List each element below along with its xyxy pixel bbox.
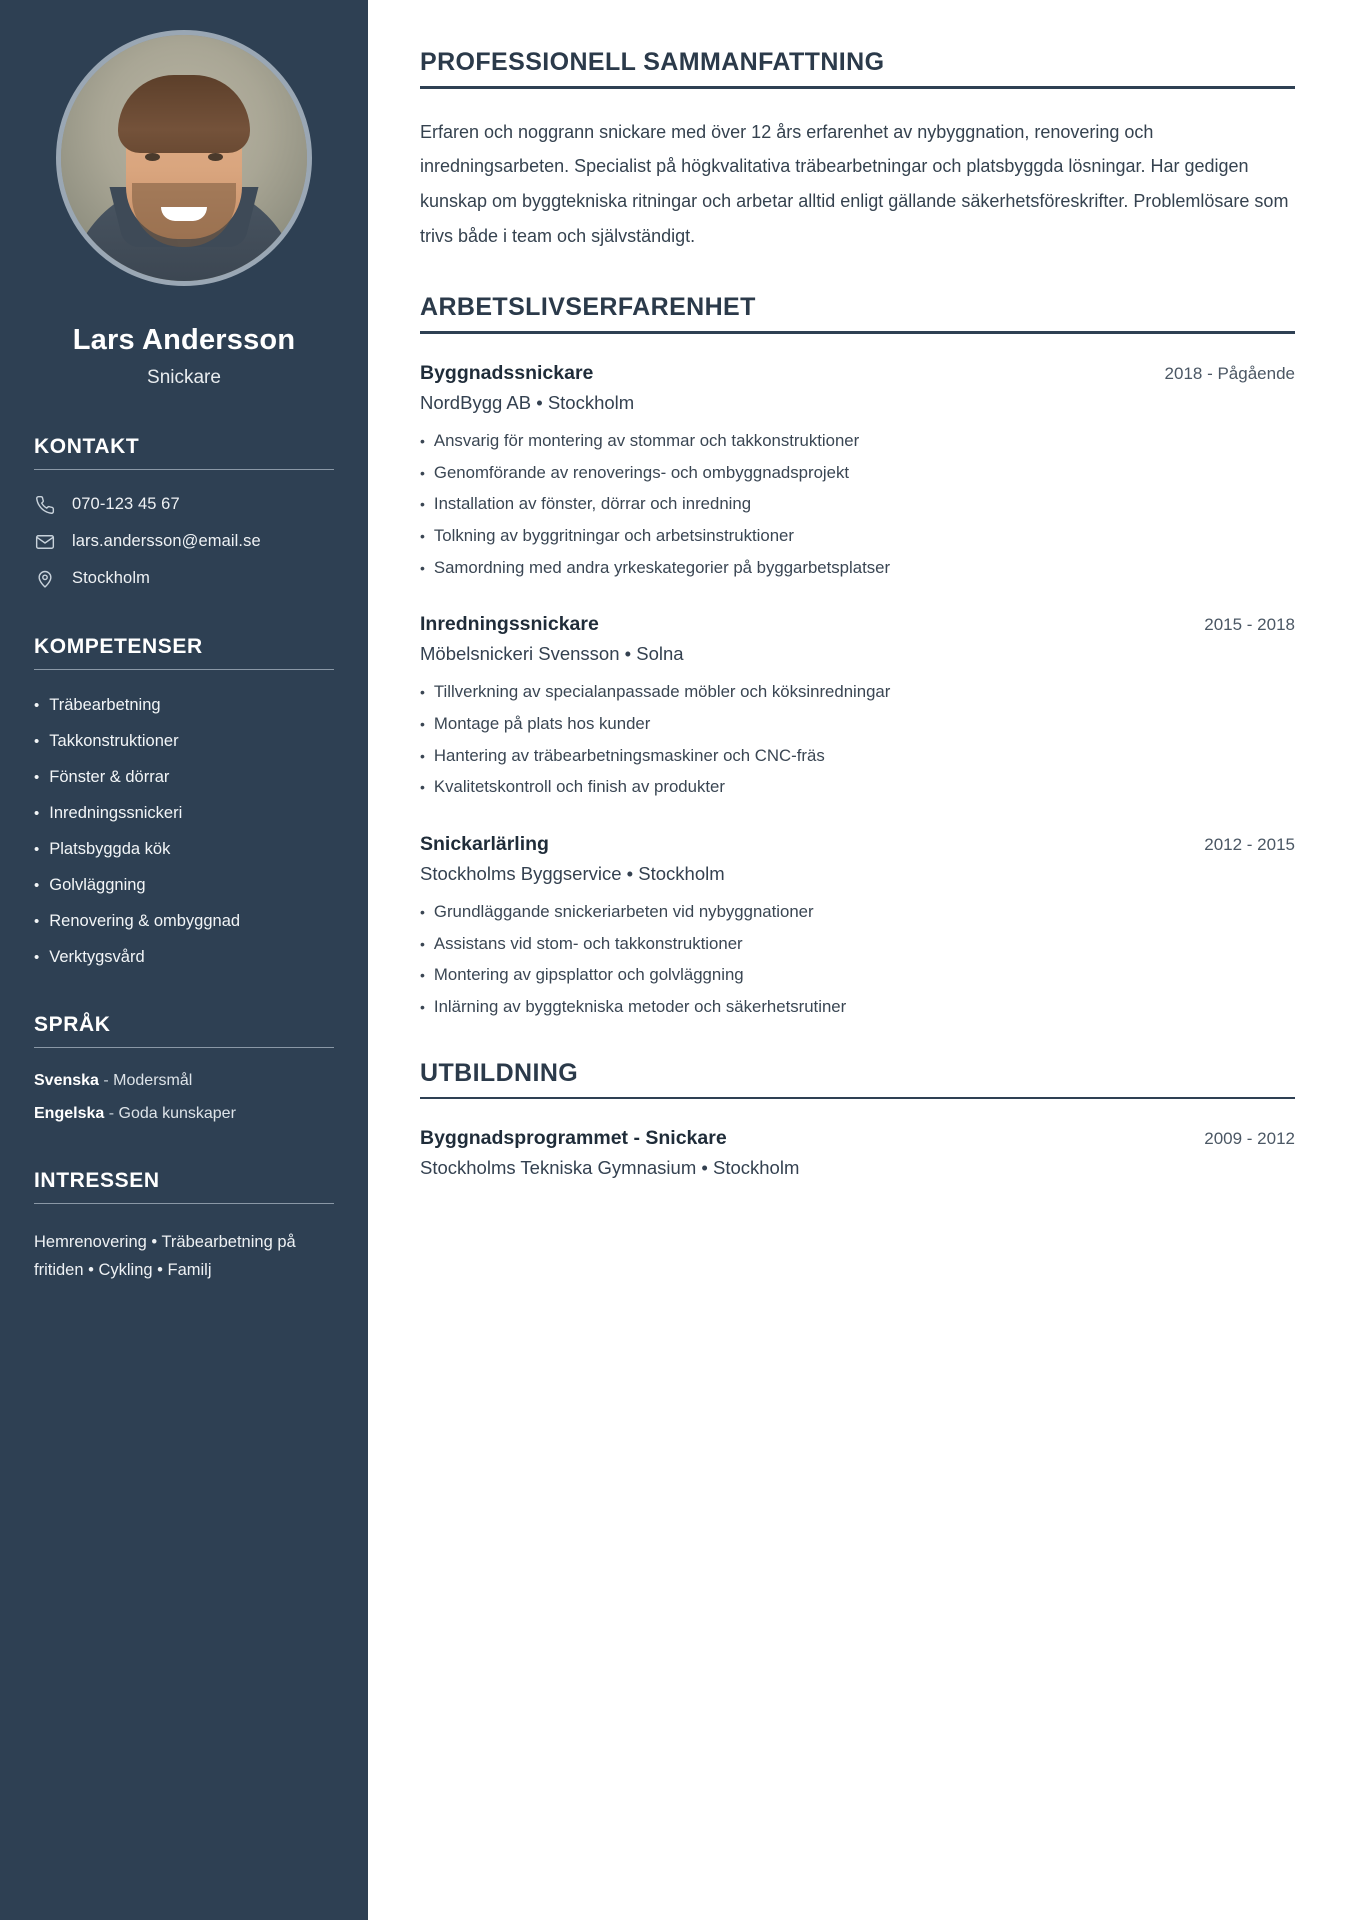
experience-header (420, 613, 1295, 636)
bullet-icon: • (420, 464, 425, 481)
languages-divider (34, 1047, 334, 1048)
list-item (420, 933, 1295, 956)
experience-header (420, 833, 1295, 856)
bullet-icon: • (420, 559, 425, 576)
bullet-icon: • (34, 769, 40, 786)
bullet-icon: • (34, 877, 40, 894)
bullet-icon: • (420, 432, 425, 449)
bullet-icon: • (420, 684, 425, 701)
bullet-icon: • (34, 697, 40, 714)
bullet-text: Genomförande av renoverings- och ombyggnadsprojekt (433, 462, 850, 482)
contact-section (34, 435, 334, 589)
contact-divider (34, 469, 334, 470)
interests-text: Hemrenovering • Träbearbetning på fritiden • Cykling • Familj (34, 1233, 296, 1280)
list-item (34, 840, 334, 859)
bullet-icon: • (34, 805, 40, 822)
job-date: 2015 - 2018 (1204, 615, 1295, 635)
list-item (34, 804, 334, 823)
skill-label: Platsbyggda kök (49, 840, 171, 858)
list-item (420, 681, 1295, 704)
language-separator: - (108, 1105, 115, 1122)
skill-label: Fönster & dörrar (49, 768, 170, 786)
bullet-icon: • (34, 733, 40, 750)
main-content (368, 0, 1357, 1920)
bullet-text: Installation av fönster, dörrar och inredning (433, 494, 752, 514)
list-item (420, 525, 1295, 548)
contact-item-email[interactable] (34, 531, 334, 552)
experience-item (420, 613, 1295, 799)
bullet-text: Montering av gipsplattor och golvläggning (433, 965, 744, 985)
experience-heading: ARBETSLIVSERFARENHET (420, 293, 756, 322)
job-organization: NordBygg AB • Stockholm (420, 391, 635, 413)
portrait-image (61, 35, 307, 281)
education-heading: UTBILDNING (420, 1058, 579, 1087)
skill-label: Inredningssnickeri (49, 804, 183, 822)
list-item (420, 964, 1295, 987)
bullet-text: Tolkning av byggritningar och arbetsinstruktioner (433, 525, 794, 545)
language-level: Goda kunskaper (118, 1105, 236, 1122)
job-title: Byggnadssnickare (420, 361, 594, 384)
person-name: Lars Andersson (72, 324, 296, 356)
job-title: Snickarlärling (420, 832, 549, 855)
contact-item-phone[interactable] (34, 494, 334, 515)
interests-heading: INTRESSEN (34, 1169, 160, 1192)
interests-divider (34, 1203, 334, 1204)
skill-label: Renovering & ombyggnad (49, 912, 241, 930)
degree-organization: Stockholms Tekniska Gymnasium • Stockholm (420, 1157, 800, 1179)
degree-date: 2009 - 2012 (1204, 1129, 1295, 1149)
bullet-text: Ansvarig för montering av stommar och takkonstruktioner (433, 430, 860, 450)
bullet-icon: • (420, 496, 425, 513)
job-title: Inredningssnickare (420, 613, 599, 636)
job-organization: Stockholms Byggservice • Stockholm (420, 862, 725, 884)
experience-section (420, 293, 1295, 1018)
profile-photo-wrapper (34, 0, 334, 286)
bullet-text: Tillverkning av specialanpassade möbler och köksinredningar (433, 682, 891, 702)
education-list (420, 1127, 1295, 1179)
bullet-text: Inlärning av byggtekniska metoder och säkerhetsrutiner (433, 997, 847, 1016)
envelope-icon (34, 531, 55, 552)
skills-heading: KOMPETENSER (34, 635, 203, 658)
list-item (34, 768, 334, 787)
list-item (34, 1105, 334, 1123)
list-item (34, 876, 334, 895)
languages-list (34, 1072, 334, 1123)
skills-section (34, 635, 334, 967)
experience-divider (420, 331, 1295, 334)
bullet-text: Montage på plats hos kunder (433, 713, 651, 733)
bullet-icon: • (420, 779, 425, 796)
job-bullets (420, 901, 1295, 1019)
bullet-icon: • (420, 715, 425, 732)
list-item (420, 776, 1295, 799)
language-separator: - (103, 1072, 109, 1089)
portrait-eye-right (208, 153, 223, 161)
skills-list (34, 696, 334, 967)
bullet-text: Kvalitetskontroll och finish av produkter (433, 777, 725, 797)
job-date: 2012 - 2015 (1204, 834, 1295, 854)
bullet-icon: • (420, 999, 425, 1015)
portrait-eye-left (145, 153, 160, 161)
contact-list (34, 494, 334, 589)
job-organization: Möbelsnickeri Svensson • Solna (420, 643, 684, 665)
skill-label: Golvläggning (49, 876, 146, 894)
sidebar (0, 0, 368, 1920)
interests-section (34, 1169, 334, 1285)
job-date: 2018 - Pågående (1164, 363, 1295, 383)
bullet-icon: • (34, 841, 40, 858)
bullet-text: Grundläggande snickeriarbeten vid nybyggnationer (433, 901, 814, 921)
bullet-icon: • (420, 527, 425, 544)
skill-label: Träbearbetning (49, 696, 161, 714)
job-bullets (420, 430, 1295, 579)
language-name: Engelska (34, 1105, 105, 1122)
bullet-text: Assistans vid stom- och takkonstruktioner (433, 933, 743, 953)
bullet-icon: • (34, 913, 40, 930)
bullet-text: Hantering av träbearbetningsmaskiner och CNC-fräs (433, 745, 825, 765)
list-item (420, 901, 1295, 924)
experience-item (420, 833, 1295, 1019)
list-item (34, 732, 334, 751)
list-item (34, 912, 334, 931)
bullet-icon: • (420, 903, 425, 920)
skill-label: Verktygsvård (49, 948, 145, 966)
list-item (420, 996, 1295, 1019)
language-level: Modersmål (113, 1072, 193, 1089)
list-item (420, 713, 1295, 736)
contact-phone-value: 070-123 45 67 (72, 495, 180, 513)
person-role: Snickare (147, 367, 221, 388)
skills-divider (34, 669, 334, 670)
list-item (34, 1072, 334, 1090)
contact-email-value: lars.andersson@email.se (72, 532, 261, 550)
contact-heading: KONTAKT (34, 435, 140, 458)
list-item (420, 557, 1295, 580)
languages-section (34, 1013, 334, 1123)
education-header (420, 1127, 1295, 1150)
list-item (34, 948, 334, 967)
education-section (420, 1059, 1295, 1180)
bullet-text: Samordning med andra yrkeskategorier på byggarbetsplatser (433, 557, 891, 577)
skill-label: Takkonstruktioner (49, 732, 179, 750)
bullet-icon: • (420, 935, 425, 952)
list-item (420, 493, 1295, 516)
language-name: Svenska (34, 1072, 99, 1089)
summary-divider (420, 86, 1295, 89)
avatar (56, 30, 312, 286)
education-divider (420, 1097, 1295, 1100)
experience-item (420, 362, 1295, 579)
bullet-icon: • (420, 747, 425, 764)
languages-heading: SPRÅK (34, 1013, 111, 1036)
contact-item-location[interactable] (34, 568, 334, 589)
location-pin-icon (34, 568, 55, 589)
portrait-smile (161, 207, 207, 221)
summary-section (420, 48, 1295, 253)
phone-icon (34, 494, 55, 515)
summary-heading: PROFESSIONELL SAMMANFATTNING (420, 48, 885, 76)
education-item (420, 1127, 1295, 1179)
experience-list (420, 362, 1295, 1019)
portrait-hair (118, 75, 250, 153)
bullet-icon: • (420, 967, 425, 984)
list-item (420, 430, 1295, 453)
list-item (420, 462, 1295, 485)
list-item (34, 696, 334, 715)
degree-title: Byggnadsprogrammet - Snickare (420, 1127, 727, 1150)
summary-text: Erfaren och noggrann snickare med över 12 års erfarenhet av nybyggnation, renovering och inredningsarbeten. Specialist på högkvalitativa träbearbetningar och platsbyggda lösningar. Har gedigen kunskap om byggtekniska ritningar och arbetar alltid enligt gällande säkerhetsföreskrifter. Problemlösare som trivs både i team och självständigt. (420, 121, 1289, 246)
contact-location-value: Stockholm (72, 569, 150, 587)
experience-header (420, 362, 1295, 385)
list-item (420, 745, 1295, 768)
bullet-icon: • (34, 949, 40, 966)
job-bullets (420, 681, 1295, 799)
